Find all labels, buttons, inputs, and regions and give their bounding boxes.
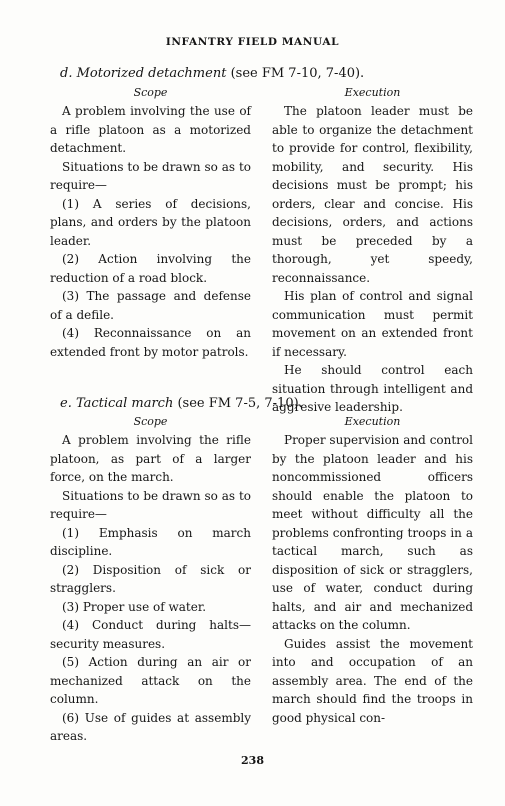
scope-paragraph: (4) Reconnaissance on an extended front by motor patrols. — [50, 326, 251, 359]
section-title: Tactical march — [75, 396, 174, 411]
execution-heading: Execution — [344, 415, 401, 428]
execution-paragraph: The platoon leader must be able to organize the detachment to provide for control, flexibility, mobility, and security. His decisions must be prompt; his orders, clear and concise. His decisions, orders, and actions must be preceded by a thorough, yet speedy, reconnaissance. — [272, 104, 473, 285]
section-reference: (see FM 7-10, 7-40). — [230, 66, 365, 81]
scope-paragraph: (1) A series of decisions, plans, and orders by the platoon leader. — [50, 196, 251, 248]
scope-paragraph: Situations to be drawn so as to require— — [50, 488, 251, 521]
section-letter: d. — [60, 66, 73, 81]
execution-column-e — [272, 414, 473, 727]
execution-column-d — [272, 85, 473, 417]
section-title: Motorized detachment — [76, 66, 227, 81]
scope-paragraph: (2) Action involving the reduction of a road block. — [50, 252, 251, 285]
section-reference: (see FM 7-5, 7-10). — [177, 396, 303, 411]
execution-paragraph: Proper supervision and control by the platoon leader and his noncommissioned officers should enable the platoon to meet without difficulty all the problems confronting troops in a tactical march, such as disposition of sick or stragglers, use of water, conduct during halts, and air and mechanized attacks on the column. — [272, 433, 473, 632]
running-head: INFANTRY FIELD MANUAL — [165, 36, 340, 48]
scope-paragraph: (3) The passage and defense of a defile. — [50, 289, 251, 322]
scope-paragraph: (6) Use of guides at assembly areas. — [50, 710, 251, 743]
section-heading-tactical-march — [60, 396, 303, 411]
scope-paragraph: (4) Conduct during halts—security measures. — [50, 618, 251, 651]
section-heading-motorized-detachment — [60, 66, 364, 81]
page-number: 238 — [241, 754, 264, 767]
execution-paragraph: He should control each situation through intelligent and aggresive leadership. — [272, 363, 473, 414]
scope-paragraph: (1) Emphasis on march discipline. — [50, 525, 251, 558]
scope-paragraph: (3) Proper use of water. — [62, 599, 207, 614]
execution-heading: Execution — [344, 86, 401, 99]
scope-paragraph: (2) Disposition of sick or stragglers. — [50, 562, 251, 595]
scope-paragraph: A problem involving the use of a rifle platoon as a motorized detachment. — [50, 104, 251, 155]
scope-column-d — [50, 85, 251, 361]
scope-column-e — [50, 414, 251, 746]
execution-paragraph: Guides assist the movement into and occupation of an assembly area. The end of the march should find the troops in good physical con- — [272, 636, 473, 725]
section-letter: e. — [60, 396, 72, 411]
scope-paragraph: A problem involving the rifle platoon, as part of a larger force, on the march. — [50, 433, 251, 484]
scope-heading: Scope — [133, 86, 168, 99]
scope-paragraph: (5) Action during an air or mechanized attack on the column. — [50, 655, 251, 706]
execution-paragraph: His plan of control and signal communication must permit movement on an extended front if necessary. — [272, 289, 473, 359]
scope-paragraph: Situations to be drawn so as to require— — [50, 159, 251, 192]
scope-heading: Scope — [133, 415, 168, 428]
